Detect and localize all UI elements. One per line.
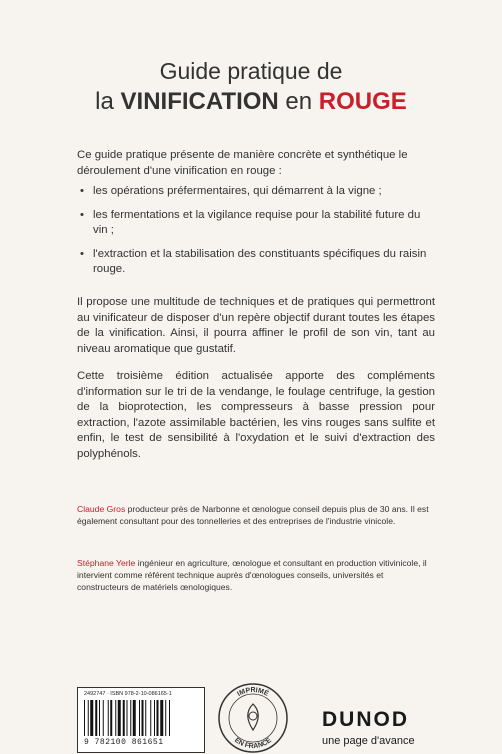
title-line-1: Guide pratique de [159, 58, 343, 84]
bullet-list [77, 184, 435, 286]
title-line-2 [0, 88, 502, 116]
author-description: ingénieur en agriculture, œnologue et consultant en production vitivinicole, il intervient comme référent technique auprès d'œnologues conseils, universités et constructeurs de matériels œnologiques. [77, 558, 427, 592]
title-vinification: VINIFICATION [120, 88, 279, 115]
author-description: producteur près de Narbonne et œnologue conseil depuis plus de 30 ans. Il est également consultant pour des tonnelleries et des entreprises de l'industrie vinicole. [77, 504, 429, 526]
title-rouge: ROUGE [318, 88, 407, 115]
author-name: Claude Gros [77, 504, 126, 514]
author-bio [77, 557, 435, 593]
imprime-en-france-seal-icon [217, 682, 289, 754]
paragraph-techniques: Il propose une multitude de techniques et de pratiques qui permettront au vinificateur de disposer d'un repère objectif durant toutes les étapes de la vinification. Ainsi, il pourra affiner le profil de son vin, tant au niveau aromatique que gustatif. [77, 296, 435, 355]
paragraph-edition: Cette troisième édition actualisée apporte des compléments d'information sur le tri de la vendange, le foulage centrifuge, la gestion de la bioprotection, les compresseurs à basse pression pour extraction, l'azote assimilable bactérien, les vins rouges sans sulfite et enfin, le test de sensibilité à l'oxydation et le suivi d'extraction des polyphénols. [77, 370, 435, 460]
title-la: la [95, 88, 114, 115]
svg-text:IMPRIMÉ [236, 687, 271, 698]
barcode-digits: 9 782100 861651 [84, 738, 164, 747]
author-name: Stéphane Yerle [77, 558, 136, 568]
barcode-icon [84, 700, 198, 736]
bullet-item: • les opérations préfermentaires, qui démarrent à la vigne ; [77, 184, 435, 200]
barcode [77, 687, 205, 753]
author-bio [77, 503, 435, 527]
intro-paragraph: Ce guide pratique présente de manière concrète et synthétique le déroulement d'une vinification en rouge : [77, 149, 408, 177]
seal-top-text: IMPRIMÉ [236, 687, 270, 698]
bullet-item: • l'extraction et la stabilisation des constituants spécifiques du raisin rouge. [77, 247, 435, 278]
bullet-item: • les fermentations et la vigilance requise pour la stabilité future du vin ; [77, 208, 435, 239]
isbn-text: 2492747 · ISBN 978-2-10-086165-1 [84, 691, 172, 697]
publisher-logo: DUNOD [322, 708, 409, 731]
seal-bottom-text: EN FRANCE [233, 736, 273, 751]
publisher-slogan: une page d'avance [322, 735, 415, 747]
title-en: en [285, 88, 313, 115]
